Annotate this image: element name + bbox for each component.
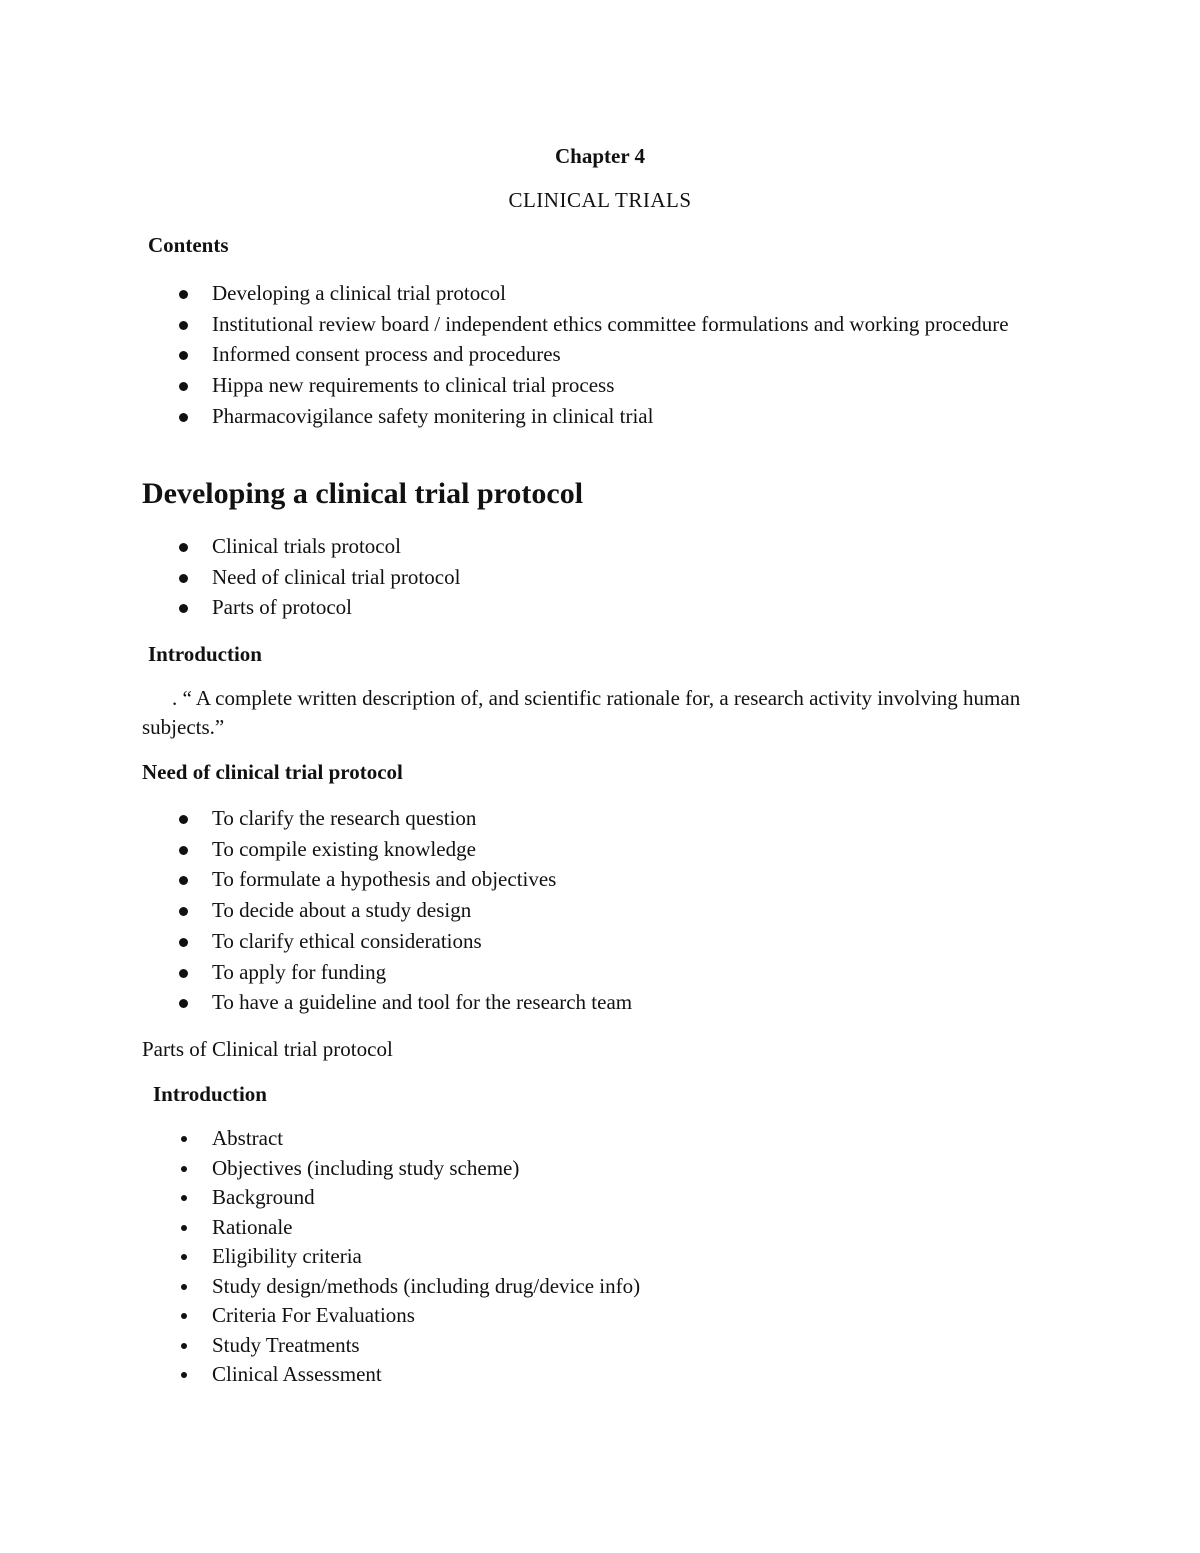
intro-quote: . “ A complete written description of, and scientific rationale for, a research activity involving human subjects.” [142, 686, 1021, 739]
list-item: Hippa new requirements to clinical trial process [212, 370, 1032, 401]
bullet-icon [181, 1254, 187, 1260]
list-item: Study design/methods (including drug/device info) [212, 1272, 1032, 1302]
list-item: To have a guideline and tool for the research team [212, 987, 1032, 1018]
bullet-icon [181, 1284, 187, 1290]
bullet-icon [181, 1372, 187, 1378]
parts-intro-heading: Introduction [153, 1082, 267, 1106]
need-list [212, 803, 1032, 1018]
contents-list [212, 278, 1032, 432]
need-heading: Need of clinical trial protocol [142, 760, 403, 784]
chapter-title: CLINICAL TRIALS [508, 188, 692, 212]
section-heading: Developing a clinical trial protocol [142, 477, 584, 510]
contents-heading: Contents [148, 233, 229, 257]
bullet-icon [179, 999, 188, 1008]
bullet-icon [179, 846, 188, 855]
list-item: To decide about a study design [212, 895, 1032, 926]
bullet-icon [179, 876, 188, 885]
parts-line: Parts of Clinical trial protocol [142, 1037, 393, 1061]
list-item: Objectives (including study scheme) [212, 1154, 1032, 1184]
list-item: To formulate a hypothesis and objectives [212, 864, 1032, 895]
list-item: Rationale [212, 1213, 1032, 1243]
intro-heading: Introduction [148, 642, 262, 666]
bullet-icon [181, 1313, 187, 1319]
list-item: Study Treatments [212, 1331, 1032, 1361]
list-item: Criteria For Evaluations [212, 1301, 1032, 1331]
bullet-icon [179, 351, 188, 360]
list-item: To clarify ethical considerations [212, 926, 1032, 957]
list-item: Clinical trials protocol [212, 531, 1032, 562]
list-item: Parts of protocol [212, 592, 1032, 623]
bullet-icon [181, 1343, 187, 1349]
list-item: Background [212, 1183, 1032, 1213]
list-item: Need of clinical trial protocol [212, 562, 1032, 593]
list-item: Institutional review board / independent ethics committee formulations and working procedure [212, 309, 1032, 340]
bullet-icon [179, 815, 188, 824]
bullet-icon [179, 969, 188, 978]
bullet-icon [179, 290, 188, 299]
list-item: Abstract [212, 1124, 1032, 1154]
list-item: To clarify the research question [212, 803, 1032, 834]
bullet-icon [179, 938, 188, 947]
section-list [212, 531, 1032, 623]
list-item: To compile existing knowledge [212, 834, 1032, 865]
parts-list [212, 1124, 1032, 1390]
list-item: Informed consent process and procedures [212, 339, 1032, 370]
bullet-icon [181, 1195, 187, 1201]
bullet-icon [179, 413, 188, 422]
bullet-icon [179, 574, 188, 583]
bullet-icon [179, 907, 188, 916]
bullet-icon [179, 382, 188, 391]
bullet-icon [181, 1136, 187, 1142]
chapter-number: Chapter 4 [554, 144, 646, 168]
list-item: Developing a clinical trial protocol [212, 278, 1032, 309]
bullet-icon [179, 604, 188, 613]
bullet-icon [179, 543, 188, 552]
bullet-icon [181, 1225, 187, 1231]
bullet-icon [179, 321, 188, 330]
list-item: To apply for funding [212, 957, 1032, 988]
list-item: Pharmacovigilance safety monitering in clinical trial [212, 401, 1032, 432]
bullet-icon [181, 1166, 187, 1172]
list-item: Eligibility criteria [212, 1242, 1032, 1272]
list-item: Clinical Assessment [212, 1360, 1032, 1390]
